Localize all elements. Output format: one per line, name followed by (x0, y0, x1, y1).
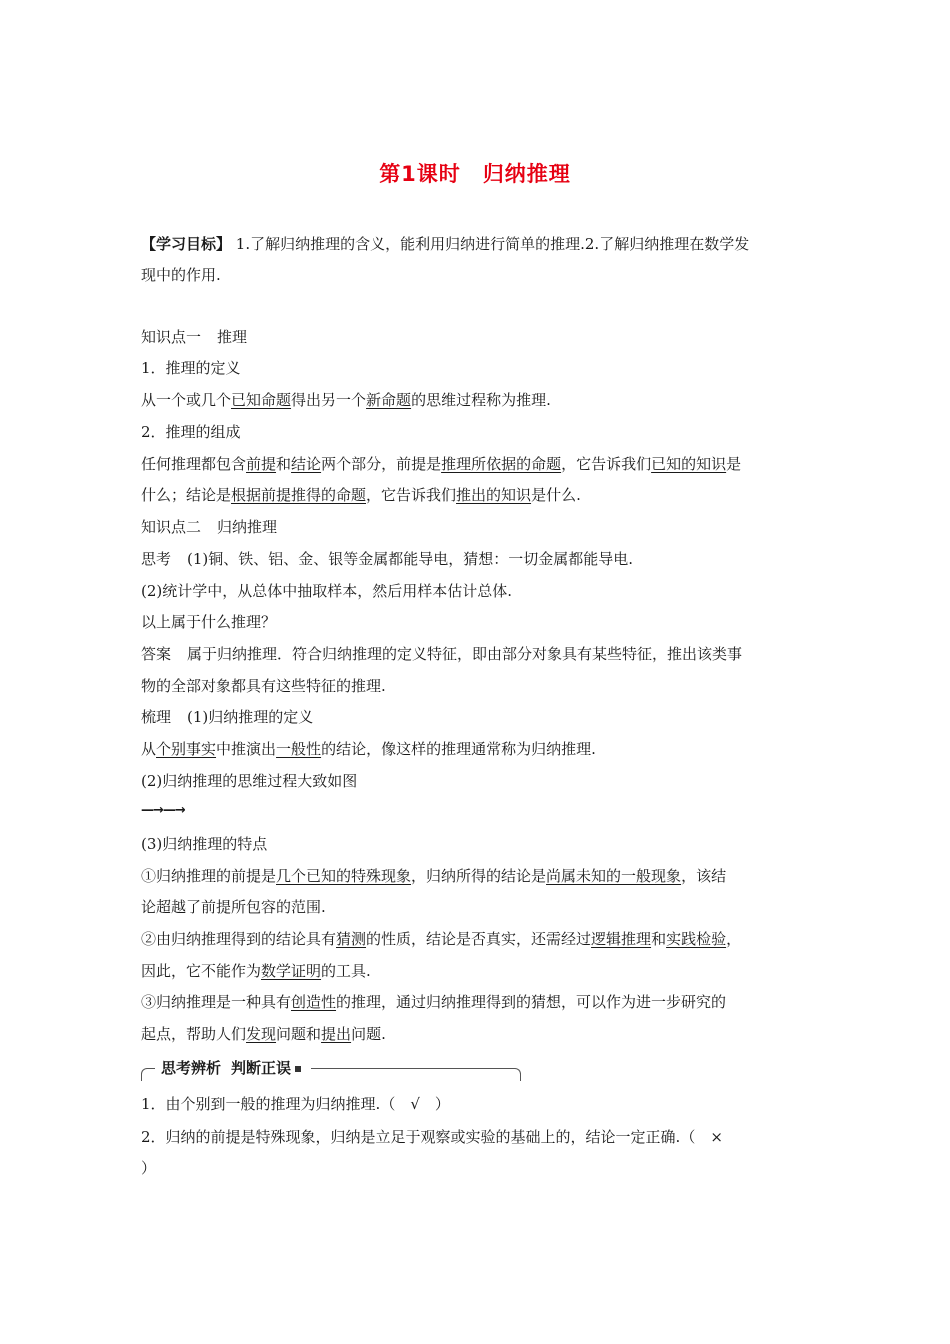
text: ，它告诉我们 (561, 455, 652, 473)
text: 属于归纳推理．符合归纳推理的定义特征，即由部分对象具有某些特征，推出该类事 (187, 645, 743, 663)
text: 起点，帮助人们 (141, 1025, 247, 1043)
kp2-answer-line-1 (141, 643, 821, 665)
kp1-def-title: 1．推理的定义 (141, 359, 241, 377)
text: 从一个或几个 (141, 391, 232, 409)
blank-answer: 已知的知识 (651, 455, 727, 473)
kp1-def-text (141, 389, 821, 411)
text: ，该结 (681, 867, 727, 885)
kp2-answer-line-2: 物的全部对象都具有这些特征的推理. (141, 677, 386, 695)
feature-3-line-2 (141, 1023, 821, 1045)
kp2-heading-topic: 归纳推理 (217, 518, 278, 536)
text: 得出另一个 (291, 391, 367, 409)
kp1-comp-line-1 (141, 453, 821, 475)
blank-answer: 尚属未知的一般现象 (546, 867, 682, 885)
kp2-heading-number: 知识点二 (141, 518, 202, 536)
objectives-text: 1.了解归纳推理的含义，能利用归纳进行简单的推理.2.了解归纳推理在数学发 (235, 235, 750, 253)
blank-answer: 新命题 (366, 391, 412, 409)
text: 的工具. (321, 962, 371, 980)
text: ，归纳所得的结论是 (411, 867, 547, 885)
blank-answer: 提出 (321, 1025, 352, 1043)
kp2-sort-line-2: (2)归纳推理的思维过程大致如图 (141, 772, 358, 790)
kp2-sort-line-1 (141, 706, 821, 728)
kp1-comp-line-2 (141, 484, 821, 506)
judge-question-2-line-1: 2．归纳的前提是特殊现象，归纳是立足于观察或实验的基础上的，结论一定正确.（ × (141, 1128, 723, 1146)
text: 从 (141, 740, 157, 758)
objectives-label: 【学习目标】 (141, 235, 232, 253)
kp1-comp-title: 2．推理的组成 (141, 423, 241, 441)
square-bullet-icon (295, 1066, 301, 1072)
process-arrows: —→—→ (141, 803, 185, 818)
blank-answer: 发现 (246, 1025, 277, 1043)
text: ②由归纳推理得到的结论具有 (141, 930, 337, 948)
text: 和 (651, 930, 667, 948)
kp2-think-line-2: (2)统计学中，从总体中抽取样本，然后用样本估计总体. (141, 582, 513, 600)
text: 的思维过程称为推理. (411, 391, 551, 409)
judge-question-1: 1．由个别到一般的推理为归纳推理.（ √ ） (141, 1095, 450, 1113)
judge-question-2-line-2: ） (141, 1159, 157, 1177)
blank-answer: 猜测 (336, 930, 367, 948)
blank-answer: 根据前提推得的命题 (231, 486, 367, 504)
blank-answer: 创造性 (291, 993, 337, 1011)
text: 任何推理都包含 (141, 455, 247, 473)
answer-label: 答案 (141, 645, 172, 663)
feature-1-line-2: 论超越了前提所包容的范围. (141, 898, 326, 916)
kp1-heading-topic: 推理 (217, 328, 248, 346)
blank-answer: 逻辑推理 (591, 930, 652, 948)
lesson-number: 第1课时 (379, 162, 461, 186)
text: 中推演出 (216, 740, 277, 758)
text: 什么；结论是 (141, 486, 232, 504)
banner-text: 思考辨析 (161, 1059, 222, 1077)
kp1-heading-number: 知识点一 (141, 328, 202, 346)
sort-label: 梳理 (141, 708, 172, 726)
objectives-line-2: 现中的作用. (141, 266, 221, 284)
lesson-title (0, 158, 950, 188)
blank-answer: 已知命题 (231, 391, 292, 409)
section-banner (141, 1056, 521, 1082)
blank-answer: 推理所依据的命题 (441, 455, 562, 473)
text: 问题. (351, 1025, 386, 1043)
text: 是 (726, 455, 742, 473)
objectives-line-1 (141, 233, 821, 255)
feature-2-line-2 (141, 960, 821, 982)
blank-answer: 推出的知识 (456, 486, 532, 504)
lesson-topic: 归纳推理 (482, 162, 571, 186)
banner-text: 判断正误 (231, 1059, 292, 1077)
text: (1)铜、铁、铝、金、银等金属都能导电，猜想：一切金属都能导电. (187, 550, 634, 568)
feature-1-line-1 (141, 865, 821, 887)
blank-answer: 数学证明 (261, 962, 322, 980)
kp2-sort-line-3: (3)归纳推理的特点 (141, 835, 268, 853)
kp1-heading (141, 326, 821, 348)
text: ，它告诉我们 (366, 486, 457, 504)
text: ， (726, 930, 742, 948)
text: 的结论，像这样的推理通常称为归纳推理. (321, 740, 596, 758)
kp2-question: 以上属于什么推理？ (141, 613, 277, 631)
kp2-heading (141, 516, 821, 538)
blank-answer: 几个已知的特殊现象 (276, 867, 412, 885)
banner-label (155, 1057, 311, 1078)
think-label: 思考 (141, 550, 172, 568)
blank-answer: 个别事实 (156, 740, 217, 758)
text: ①归纳推理的前提是 (141, 867, 277, 885)
blank-answer: 结论 (291, 455, 322, 473)
text: 因此，它不能作为 (141, 962, 262, 980)
blank-answer: 实践检验 (666, 930, 727, 948)
blank-answer: 前提 (246, 455, 277, 473)
kp2-think-line-1 (141, 548, 821, 570)
text: 问题和 (276, 1025, 322, 1043)
feature-3-line-1 (141, 991, 821, 1013)
feature-2-line-1 (141, 928, 821, 950)
text: 是什么. (531, 486, 581, 504)
text: 和 (276, 455, 292, 473)
text: 的性质，结论是否真实，还需经过 (366, 930, 592, 948)
text: ③归纳推理是一种具有 (141, 993, 292, 1011)
blank-answer: 一般性 (276, 740, 322, 758)
kp2-def-text (141, 738, 821, 760)
text: (1)归纳推理的定义 (187, 708, 314, 726)
text: 的推理，通过归纳推理得到的猜想，可以作为进一步研究的 (336, 993, 727, 1011)
text: 两个部分，前提是 (321, 455, 442, 473)
